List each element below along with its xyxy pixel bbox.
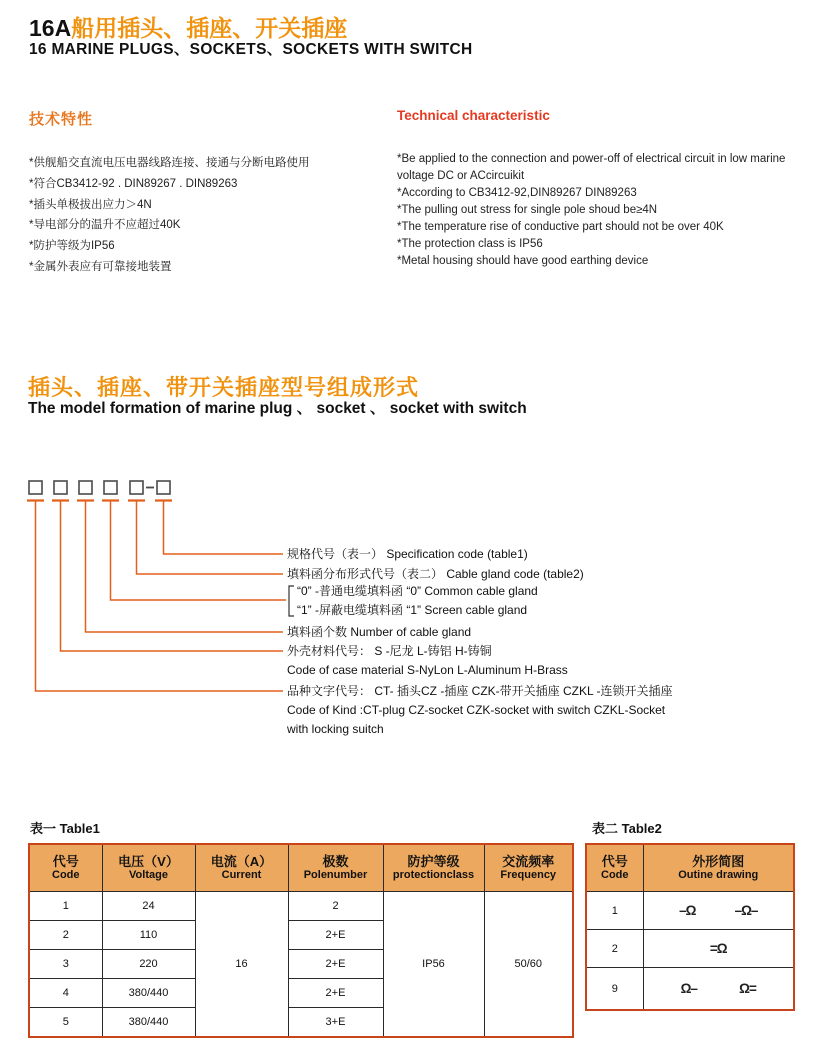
- diagram-label-common-gland: “0” -普通电缆填料函 “0” Common cable gland: [297, 584, 538, 598]
- cell-code: 9: [586, 968, 643, 1011]
- tech-item-cn: *导电部分的温升不应超过40K: [29, 219, 181, 232]
- tech-item-cn: *供舰船交直流电压电器线路连接、接通与分断电路使用: [29, 157, 310, 169]
- gland-symbol: Ω–: [680, 981, 697, 996]
- table1-header-code: 代号 Code: [29, 844, 102, 892]
- cell-drawing: [643, 968, 794, 1011]
- cell-voltage: 380/440: [102, 1008, 195, 1038]
- diagram-label-kind-cn: 品种文字代号： CT- 插头CZ -插座 CZK-带开关插座 CZKL -连锁开关插座: [287, 684, 673, 698]
- diagram-label-specification: 规格代号（表一） Specification code (table1): [287, 547, 528, 561]
- cell-drawing: [643, 892, 794, 930]
- cell-voltage: 380/440: [102, 979, 195, 1008]
- tech-item-cn: *符合CB3412-92 . DIN89267 . DIN89263: [29, 177, 238, 190]
- cell-code: 2: [29, 921, 102, 950]
- tech-item-cn: *防护等级为IP56: [29, 240, 115, 253]
- tech-item-en: *The temperature rise of conductive part should not be over 40K: [397, 221, 724, 233]
- connector-kind-code: [36, 501, 284, 691]
- model-heading-cn: 插头、插座、带开关插座型号组成形式: [28, 375, 420, 400]
- connector-gland-number: [86, 501, 284, 632]
- table2-caption: 表二 Table2: [592, 821, 662, 836]
- cell-pole: 2+E: [288, 950, 383, 979]
- tech-item-en: *The pulling out stress for single pole shoud be≥4N: [397, 204, 658, 216]
- gland-symbol: –Ω: [679, 903, 696, 918]
- diagram-label-case-material-en: Code of case material S-NyLon L-Aluminum H-Brass: [287, 663, 568, 677]
- tech-items-cn: [29, 153, 399, 278]
- cell-pole: 2: [288, 892, 383, 921]
- model-code-box: [79, 481, 92, 494]
- diagram-label-kind-en2: with locking suitch: [287, 722, 384, 736]
- cell-voltage: 110: [102, 921, 195, 950]
- table2-header-row: [586, 844, 794, 892]
- table2: [585, 843, 795, 1011]
- tech-heading-cn: 技术特性: [29, 111, 94, 128]
- cell-code: 2: [586, 930, 643, 968]
- gland-symbol: –Ω–: [734, 903, 758, 918]
- diagram-label-gland-code: 填料函分布形式代号（表二） Cable gland code (table2): [287, 567, 584, 581]
- table1-header-current: 电流（A） Current: [195, 844, 288, 892]
- page-subtitle: 16 MARINE PLUGS、SOCKETS、SOCKETS WITH SWITCH: [29, 41, 473, 58]
- model-code-box: [29, 481, 42, 494]
- cell-frequency-merged: 50/60: [484, 892, 573, 1038]
- connector-lines: [36, 501, 287, 691]
- cell-voltage: 220: [102, 950, 195, 979]
- table2-header-code: 代号 Code: [586, 844, 643, 892]
- tech-item-cn: *插头单极拔出应力＞4N: [29, 198, 152, 211]
- tech-item-en: *The protection class is IP56: [397, 238, 543, 250]
- tech-item-cn: *金属外表应有可靠接地装置: [29, 260, 172, 273]
- cell-pole: 2+E: [288, 979, 383, 1008]
- model-code-box: [130, 481, 143, 494]
- tech-item-en: *Metal housing should have good earthing device: [397, 255, 649, 267]
- bracket: [289, 586, 294, 616]
- cell-voltage: 24: [102, 892, 195, 921]
- table-row: [29, 892, 573, 921]
- diagram-label-screen-gland: “1” -屏蔽电缆填料函 “1” Screen cable gland: [297, 603, 528, 617]
- cell-drawing: [643, 930, 794, 968]
- table1-header-voltage: 电压（V） Voltage: [102, 844, 195, 892]
- table1-header-protection: 防护等级 protectionclass: [383, 844, 484, 892]
- cell-pole: 3+E: [288, 1008, 383, 1038]
- cell-current-merged: 16: [195, 892, 288, 1038]
- gland-symbol: =Ω: [709, 941, 727, 956]
- diagram-label-kind-en: Code of Kind :CT-plug CZ-socket CZK-socket with switch CZKL-Socket: [287, 703, 666, 717]
- cell-code: 1: [29, 892, 102, 921]
- tech-item-en: *Be applied to the connection and power-off of electrical circuit in low marine voltage DC or ACcircuikit: [397, 153, 786, 182]
- model-code-diagram-lines: [0, 470, 830, 770]
- table1: [28, 843, 574, 1038]
- page-title-prefix: 16A: [29, 15, 72, 41]
- model-code-diagram: [0, 470, 830, 770]
- table1-header-frequency: 交流频率 Frequency: [484, 844, 573, 892]
- table1-header-row: [29, 844, 573, 892]
- model-heading-en: The model formation of marine plug 、 socket 、 socket with switch: [28, 400, 527, 417]
- cell-code: 5: [29, 1008, 102, 1038]
- cell-protection-merged: IP56: [383, 892, 484, 1038]
- connector-gland-code: [137, 501, 284, 574]
- model-code-box: [104, 481, 117, 494]
- connector-case-material: [61, 501, 284, 651]
- table2-header-drawing: 外形简图 Outine drawing: [643, 844, 794, 892]
- gland-symbol: Ω=: [739, 981, 756, 996]
- diagram-label-gland-number: 填料函个数 Number of cable gland: [287, 625, 472, 639]
- table1-header-polenumber: 极数 Polenumber: [288, 844, 383, 892]
- cell-code: 4: [29, 979, 102, 1008]
- tech-heading-en: Technical characteristic: [397, 108, 550, 123]
- cell-code: 1: [586, 892, 643, 930]
- cell-pole: 2+E: [288, 921, 383, 950]
- table-row: [586, 968, 794, 1011]
- tech-item-en: *According to CB3412-92,DIN89267 DIN89263: [397, 187, 637, 199]
- model-code-box: [54, 481, 67, 494]
- table-row: [586, 930, 794, 968]
- tech-items-en: [397, 151, 797, 270]
- model-code-box: [157, 481, 170, 494]
- diagram-label-case-material-cn: 外壳材料代号： S -尼龙 L-铸铝 H-铸铜: [287, 644, 492, 658]
- page-title-cn: 船用插头、插座、开关插座: [71, 15, 348, 41]
- table-row: [586, 892, 794, 930]
- connector-specification: [164, 501, 284, 554]
- table1-caption: 表一 Table1: [30, 821, 100, 836]
- cell-code: 3: [29, 950, 102, 979]
